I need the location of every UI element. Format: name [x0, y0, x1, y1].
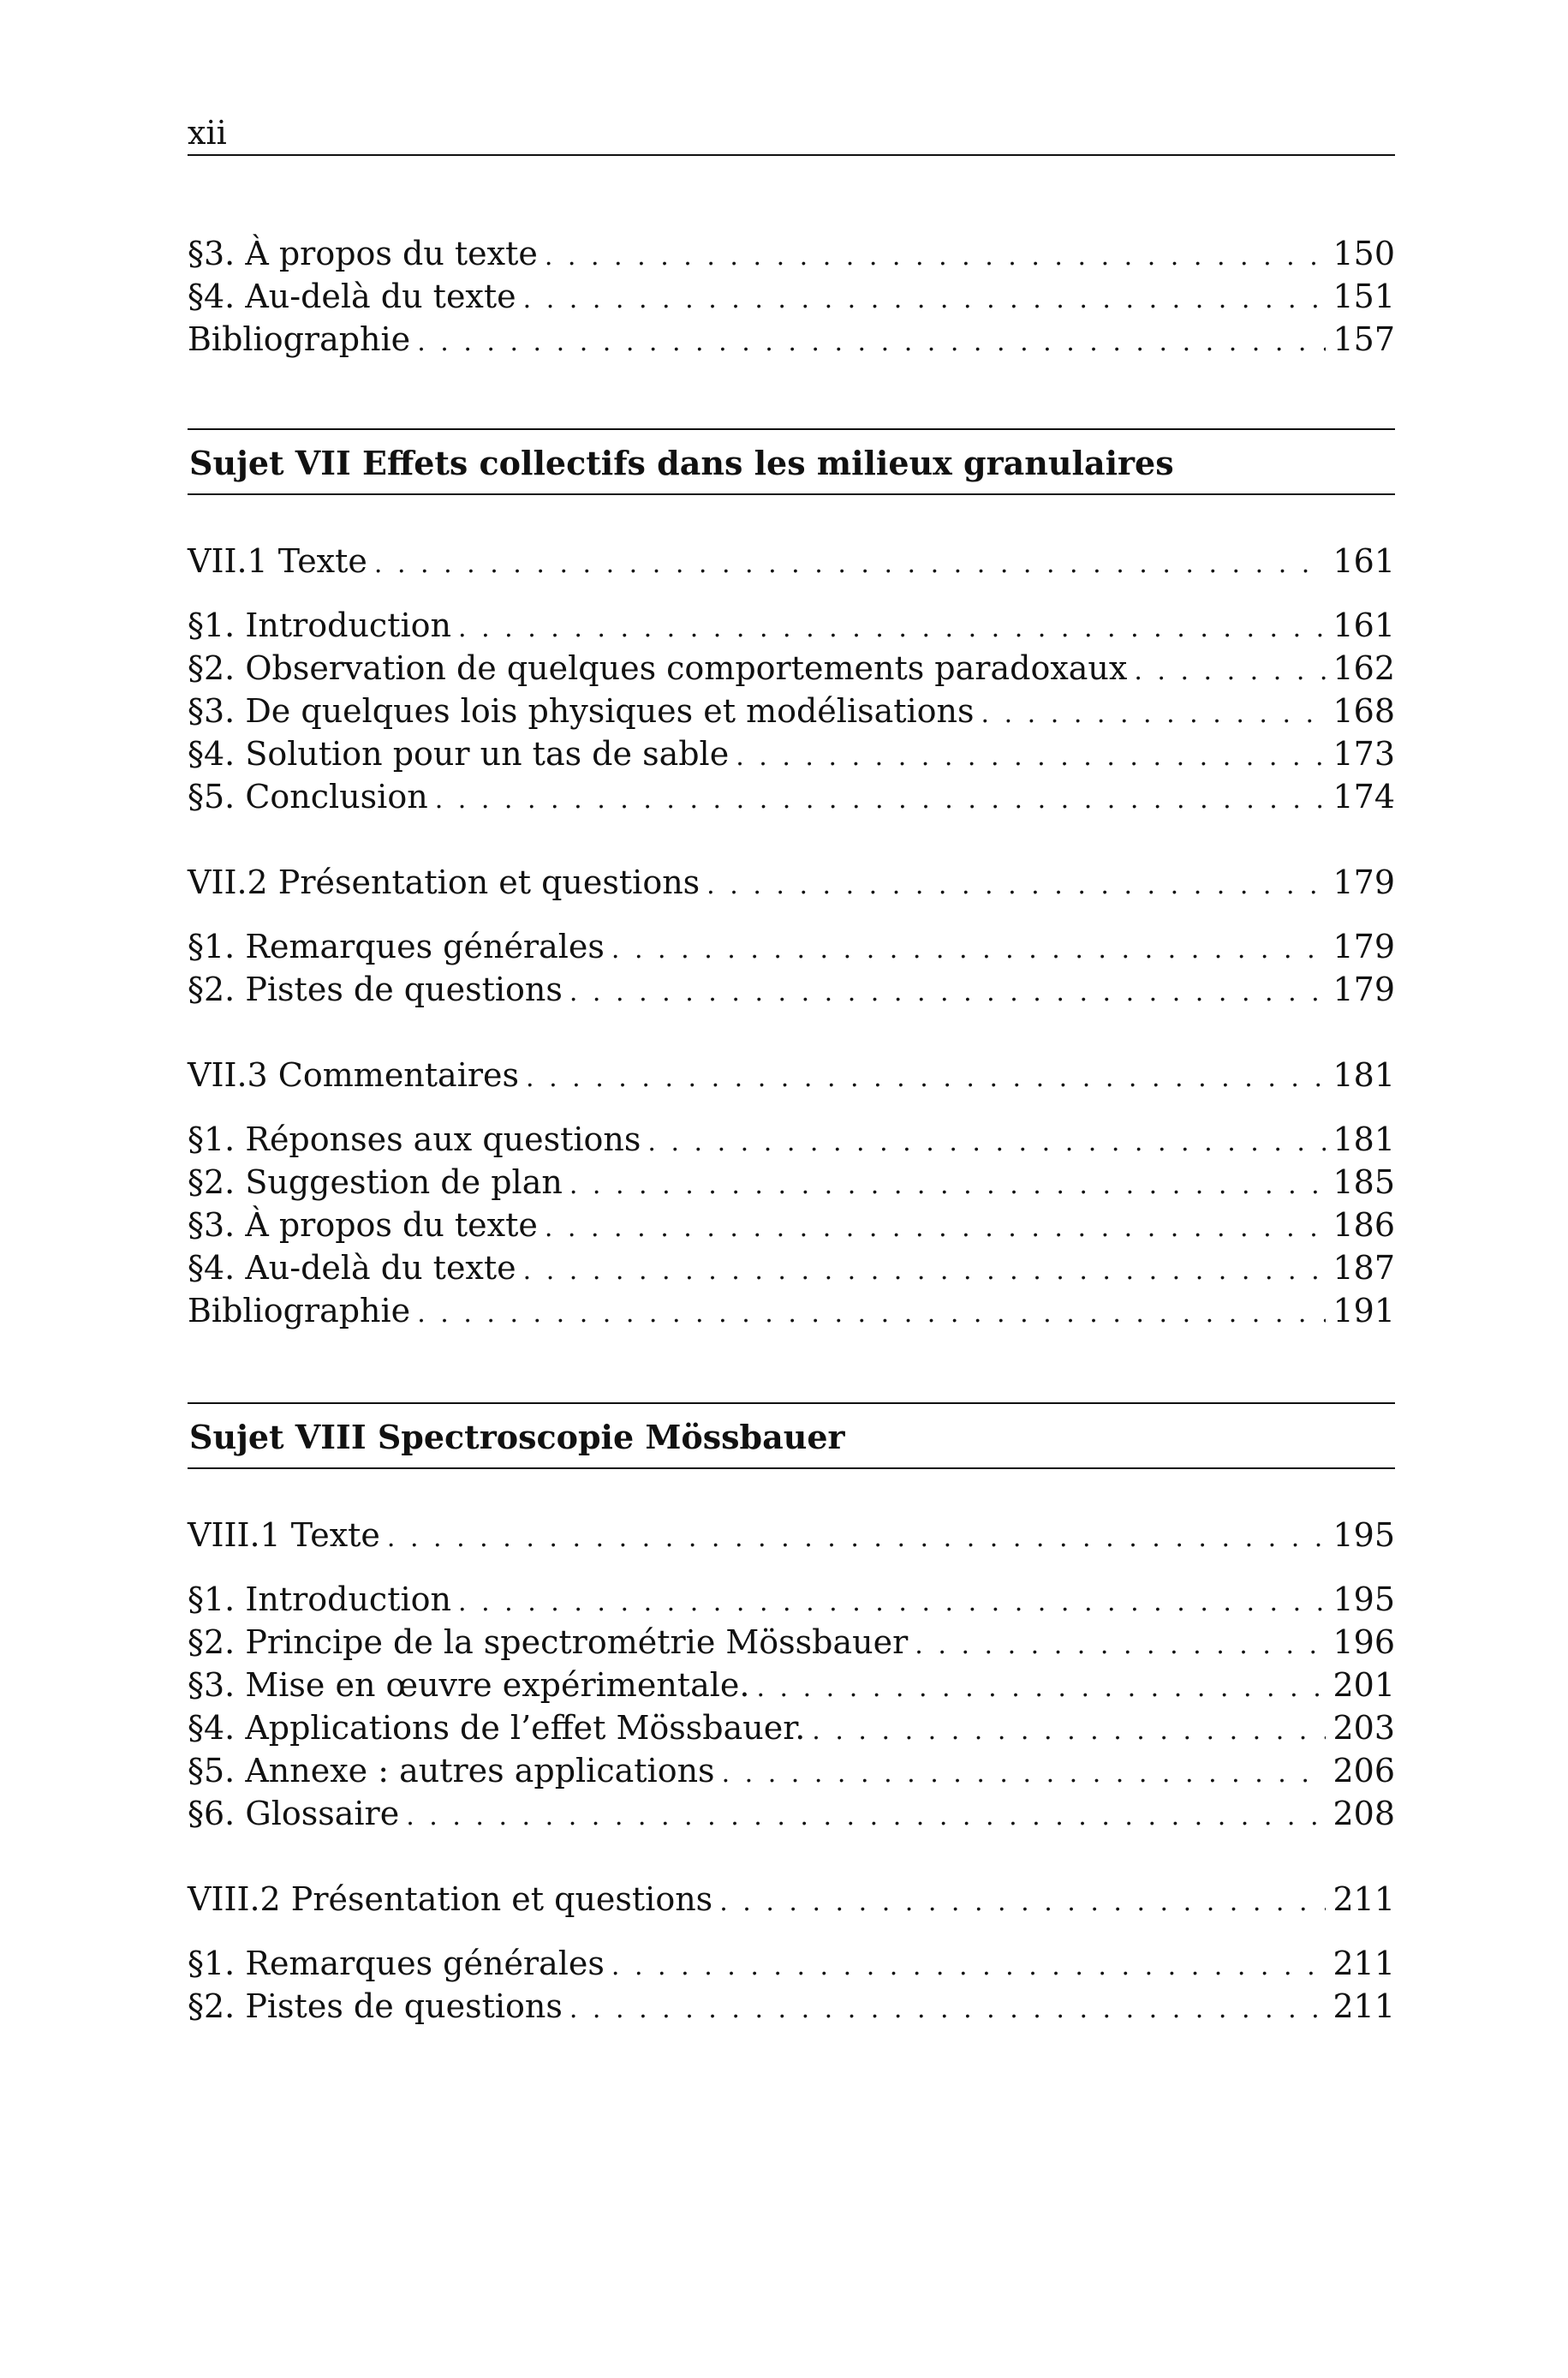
toc-entry-text: §2. Suggestion de plan [188, 1163, 563, 1201]
toc-entry-page: 157 [1333, 320, 1395, 358]
toc-entry-page: 203 [1333, 1709, 1395, 1747]
dot-leader [569, 971, 1327, 1014]
toc-entry-text: §2. Principe de la spectrométrie Mössbauer [188, 1623, 909, 1661]
toc-entry-page: 181 [1333, 1120, 1395, 1158]
toc-entry-page: 168 [1333, 692, 1395, 730]
toc-entry-text: VIII.2 Présentation et questions [188, 1880, 713, 1918]
toc-entry-page: 179 [1333, 971, 1395, 1008]
toc-entry[interactable] [188, 732, 1395, 775]
toc-entry[interactable] [188, 690, 1395, 732]
toc-entry-text: Bibliographie [188, 320, 411, 358]
dot-leader [417, 1293, 1326, 1335]
toc-entry-text: §4. Au-delà du texte [188, 1249, 516, 1287]
sujet-vii-header [188, 428, 1395, 495]
dot-leader [915, 1624, 1326, 1667]
toc-entry[interactable] [188, 1942, 1395, 1985]
dot-leader [647, 1121, 1326, 1164]
header-rule [188, 154, 1395, 156]
toc-entry-page: 187 [1333, 1249, 1395, 1287]
toc-entry[interactable] [188, 275, 1395, 318]
toc-entry-page: 174 [1333, 778, 1395, 816]
toc-entry-text: §4. Au-delà du texte [188, 278, 516, 315]
dot-leader [756, 1667, 1326, 1710]
dot-leader [374, 543, 1327, 586]
toc-entry-page: 161 [1333, 606, 1395, 644]
dot-leader [406, 1795, 1326, 1838]
toc-entry-text: VII.2 Présentation et questions [188, 863, 701, 901]
toc-entry-page: 195 [1333, 1580, 1395, 1618]
toc-entry-page: 211 [1333, 1880, 1395, 1918]
toc-block-sujet-vii [188, 540, 1395, 1332]
toc-entry[interactable] [188, 647, 1395, 690]
toc-entry-page: 179 [1333, 928, 1395, 965]
toc-entry[interactable] [188, 1985, 1395, 2028]
toc-entry-page: 195 [1333, 1516, 1395, 1554]
dot-leader [387, 1517, 1327, 1560]
toc-block-intro [188, 232, 1395, 361]
toc-entry-page: 151 [1333, 278, 1395, 315]
toc-entry-page: 201 [1333, 1666, 1395, 1704]
toc-block-sujet-viii [188, 1514, 1395, 2028]
dot-leader [545, 1207, 1327, 1250]
toc-entry[interactable] [188, 604, 1395, 647]
toc-entry-page: 211 [1333, 1945, 1395, 1982]
dot-leader [719, 1881, 1326, 1924]
toc-entry-text: §1. Remarques générales [188, 1945, 605, 1982]
dot-leader [981, 693, 1327, 736]
dot-leader [417, 321, 1326, 364]
toc-entry[interactable] [188, 968, 1395, 1011]
toc-entry-text: §1. Réponses aux questions [188, 1120, 641, 1158]
toc-entry[interactable] [188, 1246, 1395, 1289]
toc-entry-text: §4. Solution pour un tas de sable [188, 735, 730, 773]
dot-leader [1134, 650, 1326, 693]
toc-entry-page: 211 [1333, 1987, 1395, 2025]
toc-section[interactable] [188, 1878, 1395, 1921]
toc-entry-page: 208 [1333, 1795, 1395, 1832]
toc-entry[interactable] [188, 1118, 1395, 1161]
dot-leader [526, 1057, 1326, 1100]
dot-leader [458, 1581, 1326, 1624]
toc-entry[interactable] [188, 925, 1395, 968]
dot-leader [812, 1710, 1326, 1753]
toc-entry-text: §1. Remarques générales [188, 928, 605, 965]
toc-entry-text: §2. Pistes de questions [188, 1987, 563, 2025]
toc-entry-page: 179 [1333, 863, 1395, 901]
toc-entry-page: 150 [1333, 235, 1395, 272]
toc-entry-text: §5. Annexe : autres applications [188, 1752, 715, 1789]
dot-leader [722, 1753, 1327, 1795]
toc-section[interactable] [188, 1054, 1395, 1096]
toc-entry-page: 162 [1333, 649, 1395, 687]
dot-leader [569, 1988, 1327, 2031]
toc-entry-page: 161 [1333, 542, 1395, 580]
toc-entry[interactable] [188, 1289, 1395, 1332]
toc-entry[interactable] [188, 1664, 1395, 1706]
toc-entry-page: 206 [1333, 1752, 1395, 1789]
dot-leader [545, 236, 1327, 278]
toc-entry-page: 173 [1333, 735, 1395, 773]
dot-leader [435, 779, 1327, 822]
toc-entry-text: §3. À propos du texte [188, 1206, 538, 1244]
dot-leader [458, 607, 1326, 650]
toc-entry-text: VII.3 Commentaires [188, 1056, 520, 1094]
toc-entry-page: 186 [1333, 1206, 1395, 1244]
toc-entry[interactable] [188, 1161, 1395, 1204]
dot-leader [611, 1945, 1327, 1988]
toc-entry-text: VIII.1 Texte [188, 1516, 380, 1554]
toc-entry-text: §3. À propos du texte [188, 235, 538, 272]
toc-entry-text: §6. Glossaire [188, 1795, 400, 1832]
toc-entry[interactable] [188, 1706, 1395, 1749]
toc-entry-page: 196 [1333, 1623, 1395, 1661]
toc-entry[interactable] [188, 1204, 1395, 1246]
toc-entry-text: §2. Observation de quelques comportements paradoxaux [188, 649, 1128, 687]
toc-entry-page: 181 [1333, 1056, 1395, 1094]
toc-entry[interactable] [188, 1621, 1395, 1664]
dot-leader [569, 1164, 1327, 1207]
toc-section[interactable] [188, 861, 1395, 904]
toc-section[interactable] [188, 540, 1395, 583]
toc-entry[interactable] [188, 1749, 1395, 1792]
toc-entry[interactable] [188, 318, 1395, 361]
dot-leader [523, 278, 1327, 321]
dot-leader [706, 864, 1326, 907]
dot-leader [523, 1250, 1327, 1293]
toc-entry[interactable] [188, 775, 1395, 818]
toc-entry[interactable] [188, 1792, 1395, 1835]
dot-leader [736, 736, 1326, 779]
toc-entry-text: §4. Applications de l’effet Mössbauer. [188, 1709, 806, 1747]
toc-entry-text: §3. Mise en œuvre expérimentale. [188, 1666, 750, 1704]
toc-section[interactable] [188, 1514, 1395, 1556]
page-number: xii [188, 114, 227, 152]
toc-entry-page: 191 [1333, 1292, 1395, 1329]
toc-entry-text: §2. Pistes de questions [188, 971, 563, 1008]
toc-entry[interactable] [188, 232, 1395, 275]
sujet-title: Sujet VIII Spectroscopie Mössbauer [189, 1418, 845, 1456]
toc-entry-text: Bibliographie [188, 1292, 411, 1329]
sujet-viii-header [188, 1402, 1395, 1469]
toc-entry-text: VII.1 Texte [188, 542, 367, 580]
toc-entry-page: 185 [1333, 1163, 1395, 1201]
dot-leader [611, 929, 1327, 971]
toc-entry-text: §1. Introduction [188, 606, 451, 644]
toc-entry-text: §3. De quelques lois physiques et modélisations [188, 692, 975, 730]
toc-entry-text: §5. Conclusion [188, 778, 428, 816]
sujet-title: Sujet VII Effets collectifs dans les milieux granulaires [189, 444, 1174, 482]
toc-entry[interactable] [188, 1578, 1395, 1621]
toc-entry-text: §1. Introduction [188, 1580, 451, 1618]
